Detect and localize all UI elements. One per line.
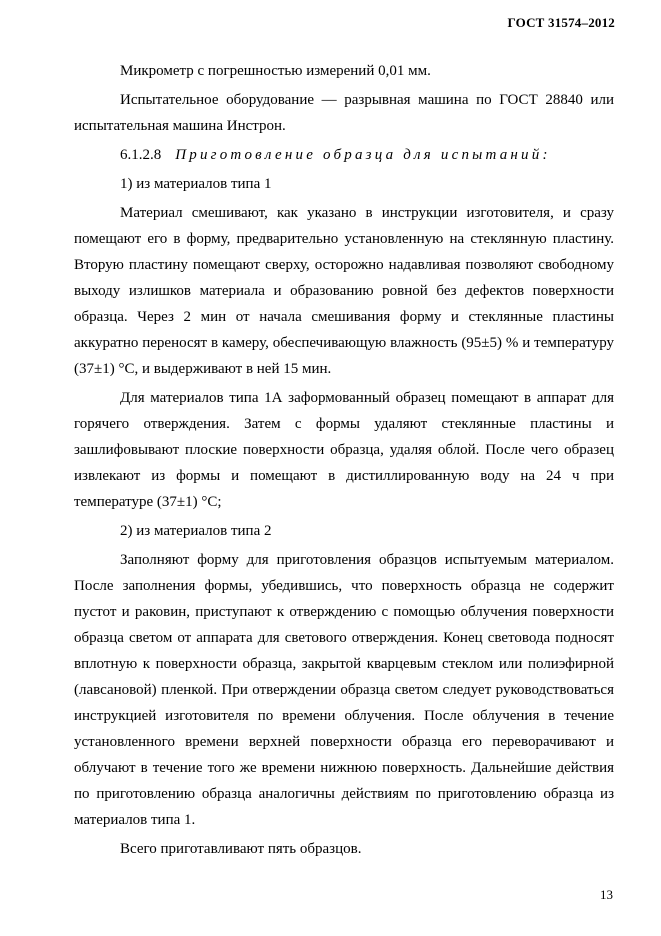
paragraph-light-curing: Заполняют форму для приготовления образцов испытуемым материалом. После заполнения формы, убедившись, что поверхность образца не содержит пустот и раковин, приступают к отверждению с помощью облучения поверхности образца светом от аппарата для светового отверждения. Конец световода подносят вплотную к поверхности образца, закрытой кварцевым стеклом или полиэфирной (лавсановой) пленкой. При отверждении образца светом следует руководствоваться инструкцией изготовителя по времени облучения. После облучения в течение установленного времени верхней поверхности образца его переворачивают и облучают в течение того же времени нижнюю поверхность. Дальнейшие действия по приготовлению образца аналогичны действиям по приготовлению образца из материалов типа 1. — [74, 552, 614, 828]
list-item-type-2: 2) из материалов типа 2 — [120, 523, 272, 539]
paragraph-mixing-procedure: Материал смешивают, как указано в инструкции изготовителя, и сразу помещают его в форму, предварительно установленную на стеклянную пластину. Вторую пластину помещают сверху, осторожно надавливая позволяют свободному выходу излишков материала и образованию ровной без дефектов поверхности образца. Через 2 мин от начала смешивания форму и стеклянные пластины аккуратно переносят в камеру, обеспечивающую влажность (95±5) % и температуру (37±1) °С, и выдерживают в ней 15 мин. — [74, 205, 614, 377]
standard-header: ГОСТ 31574–2012 — [507, 15, 615, 30]
paragraph-micrometer: Микрометр с погрешностью измерений 0,01 мм. — [120, 63, 431, 79]
list-item-type-1: 1) из материалов типа 1 — [120, 176, 272, 192]
section-number: 6.1.2.8 — [120, 147, 162, 163]
document-body — [74, 58, 614, 862]
paragraph-type-1a: Для материалов типа 1А заформованный образец помещают в аппарат для горячего отверждения. Затем с формы удаляют стеклянные пластины и зашлифовывают плоские поверхности образца, удаляя облой. После чего образец извлекают из формы и помещают в дистиллированную воду на 24 ч при температуре (37±1) °С; — [74, 390, 614, 510]
page-number: 13 — [600, 887, 613, 902]
section-title: Приготовление образца для испытаний: — [175, 147, 551, 163]
paragraph-five-samples: Всего приготавливают пять образцов. — [120, 841, 362, 857]
paragraph-test-equipment: Испытательное оборудование — разрывная машина по ГОСТ 28840 или испытательная машина Инстрон. — [74, 92, 614, 134]
section-heading-6-1-2-8 — [74, 142, 614, 168]
